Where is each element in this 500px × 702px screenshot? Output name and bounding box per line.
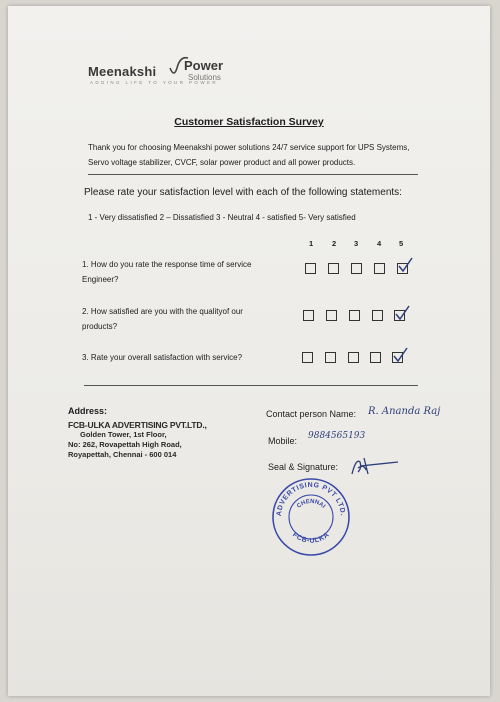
checkmark-icon [391,346,409,364]
mobile-value: 9884565193 [308,431,366,441]
checkmark-icon [393,304,411,322]
page-title: Customer Satisfaction Survey [174,116,324,128]
company-seal-stamp [270,476,352,558]
survey-sheet [8,6,490,696]
rating-checkbox[interactable] [372,310,383,321]
rating-instructions: Please rate your satisfaction level with each of the following statements: [84,187,402,198]
mobile-label: Mobile: [268,436,298,446]
scale-number: 2 [332,239,337,248]
logo-subtitle: Solutions [188,73,221,82]
rating-checkbox[interactable] [328,263,339,274]
rating-checkbox[interactable] [303,310,314,321]
logo-name-left: Meenakshi [88,64,157,79]
rating-checkbox[interactable] [305,263,316,274]
scale-number: 4 [377,239,382,248]
checkmark-icon [396,256,414,274]
svg-text:CHENNAI: CHENNAI [296,498,327,510]
rating-scale-legend: 1 - Very dissatisfied 2 – Dissatisfied 3 - Neutral 4 - satisfied 5- Very satisfied [88,213,356,222]
rating-checkbox[interactable] [374,263,385,274]
scale-number: 1 [309,239,314,248]
rating-checkbox[interactable] [370,352,381,363]
rating-checkbox[interactable] [349,310,360,321]
divider [84,385,418,386]
scale-number: 3 [354,239,359,248]
question-text: Engineer? [82,275,119,284]
divider [88,174,418,175]
question-text: 1. How do you rate the response time of service [82,260,252,269]
address-line: Golden Tower, 1st Floor, [80,430,167,439]
rating-checkbox[interactable] [325,352,336,363]
signature-icon [346,454,406,480]
address-label: Address: [68,406,108,416]
question-2 [82,304,292,334]
seal-signature-label: Seal & Signature: [268,462,339,472]
question-text: 2. How satisfied are you with the qualityof our [82,307,243,316]
logo-tagline: ADDING LIFE TO YOUR POWER [90,80,219,85]
intro-line: Thank you for choosing Meenakshi power solutions 24/7 service support for UPS Systems, [88,143,410,152]
company-logo [88,50,238,94]
question-text: products? [82,322,118,331]
question-1 [82,257,292,287]
rating-checkbox[interactable] [348,352,359,363]
rating-checkbox[interactable] [351,263,362,274]
contact-person-label: Contact person Name: [266,409,357,419]
intro-line: Servo voltage stabilizer, CVCF, solar power product and all power products. [88,158,356,167]
scale-number: 5 [399,239,404,248]
logo-name-right: Power [184,58,224,73]
intro-text [88,140,438,170]
rating-checkbox[interactable] [326,310,337,321]
address-line: Royapettah, Chennai - 600 014 [68,450,177,459]
svg-text:ADVERTISING PVT LTD.: ADVERTISING PVT LTD. [275,481,347,517]
address-stamp [68,420,207,460]
contact-person-value: R. Ananda Raj [368,406,441,417]
question-3 [82,350,292,365]
rating-checkbox[interactable] [302,352,313,363]
svg-text:FCB-ULKA: FCB-ULKA [291,531,331,545]
address-line: FCB-ULKA ADVERTISING PVT.LTD., [68,420,207,430]
address-line: No: 262, Rovapettah High Road, [68,440,182,449]
question-text: 3. Rate your overall satisfaction with service? [82,353,243,362]
